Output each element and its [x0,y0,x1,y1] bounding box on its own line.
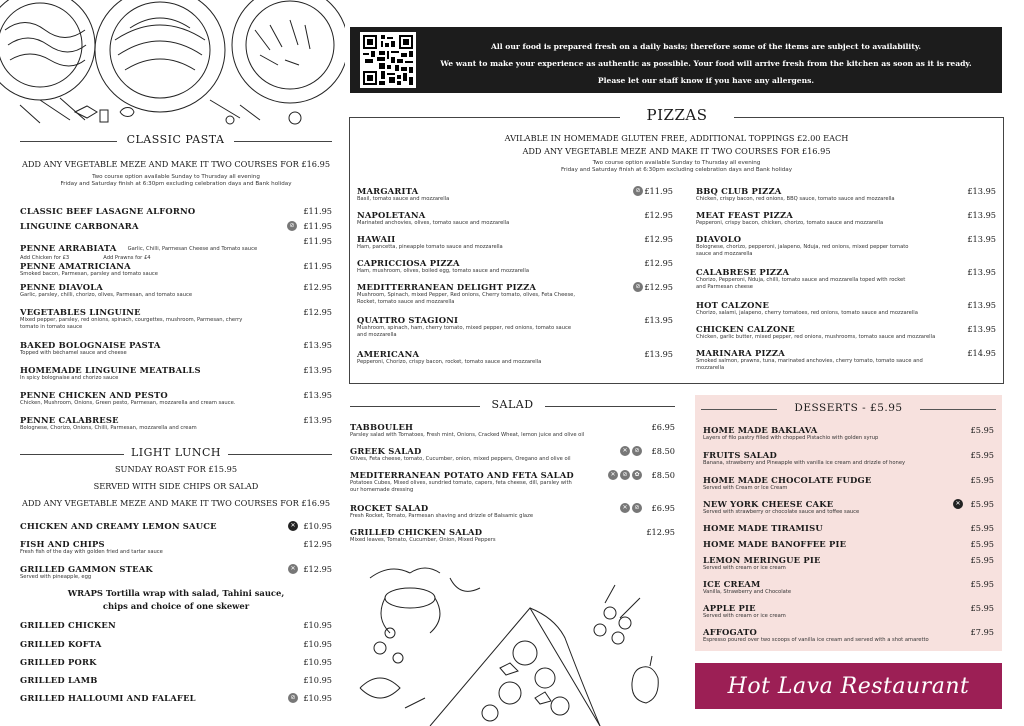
dessert-item: HOME MADE TIRAMISU £5.95 [703,523,994,533]
pasta-illustration [0,0,345,132]
gluten-free-icon: ⊘ [288,693,298,703]
dessert-item: LEMON MERINGUE PIE £5.95 Served with cream or ice cream [703,555,994,571]
dessert-item: HOME MADE CHOCOLATE FUDGE £5.95 Served with Cream or Ice Cream [703,475,994,491]
pasta-note-1: Two course option available Sunday to Thursday all evening [92,174,260,180]
pizza-item: DIAVOLO £13.95 Bolognese, chorizo, pepperoni, jalapeno, Nduja, red onions, mixed pepper tomato sauce and mozzarella [696,234,996,257]
wraps-heading-1: WRAPS Tortilla wrap with salad, Tahini sauce, [67,588,285,598]
pasta-item: PENNE CHICKEN AND PESTO £13.95 Chicken, Mushroom, Onions, Green pesto, Parmesan, mozzarella and cream sauce. [20,390,332,406]
salad-item: ROCKET SALAD ✕ ⊘ £6.95 Fresh Rocket, Tomato, Parmesan shaving and drizzle of Balsamic glaze [350,503,675,519]
dairy-free-icon: ✕ [953,499,963,509]
pasta-item: PENNE ARRABIATA Garlic, Chilli, Parmesan Cheese and Tomato sauce £11.95 Add Chicken for £3 Add Prawns for £4 [20,236,332,261]
pizza-note-2: Friday and Saturday finish at 6:30pm excluding celebration days and Bank holiday [560,167,793,173]
notice-line-3: Please let our staff know if you have any allergens. [597,76,815,85]
salad-item: GREEK SALAD ✕ ⊘ £8.50 Olives, Feta cheese, tomato, Cucumber, onion, mixed peppers, Oregano and olive oil [350,446,675,462]
gluten-free-icon: ⊘ [632,503,642,513]
pizza-item: HAWAII £12.95 Ham, pancetta, pineapple tomato sauce and mozzarella [357,234,673,250]
pasta-section [20,133,332,438]
wrap-item: GRILLED KOFTA £10.95 [20,639,332,649]
pizza-item: MARGARITA ⊘ £11.95 Basil, tomato sauce and mozzarella [357,186,673,202]
dessert-item: HOME MADE BANOFFEE PIE £5.95 [703,539,994,549]
notice-line-1: All our food is prepared fresh on a daily basis; therefore some of the items are subject to availability. [490,42,922,51]
dessert-item: NEW YORK CHEESE CAKE ✕ £5.95 Served with strawberry or chocolate sauce and toffee sauce [703,499,994,515]
pizza-item: MARINARA PIZZA £14.95 Smoked salmon, prawns, tuna, marinated anchovies, cherry tomato, tomato sauce and mozzarella [696,348,996,371]
wrap-item: GRILLED HALLOUMI AND FALAFEL ⊘ £10.95 [20,693,332,703]
pizza-item: CHICKEN CALZONE £13.95 Chicken, garlic butter, mixed pepper, red onions, mushrooms, tomato sauce and mozzarella [696,324,996,340]
pizza-illustration [350,558,675,726]
gluten-free-icon: ⊘ [633,282,643,292]
dessert-item: ICE CREAM £5.95 Vanilla, Strawberry and Chocolate [703,579,994,595]
pizza-item: HOT CALZONE £13.95 Chorizo, salami, jalapeno, cherry tomatoes, red onions, tomato sauce and mozzarella [696,300,996,316]
pasta-item: PENNE DIAVOLA £12.95 Garlic, parsley, chilli, chorizo, olives, Parmesan, and tomato sauce [20,282,332,298]
dessert-item: HOME MADE BAKLAVA £5.95 Layers of filo pastry filled with chopped Pistachio with golden syrup [703,425,994,441]
salad-title: SALAD [491,398,534,411]
pizza-box [349,106,1004,384]
dairy-free-icon: ✕ [620,503,630,513]
desserts-panel [695,395,1002,651]
pasta-item: BAKED BOLOGNAISE PASTA £13.95 Topped with béchamel sauce and cheese [20,340,332,356]
lunch-item: CHICKEN AND CREAMY LEMON SAUCE ✕ £10.95 [20,521,332,531]
lunch-item: GRILLED GAMMON STEAK ✕ £12.95 Served with pineapple, egg [20,564,332,580]
dairy-free-icon: ✕ [608,470,618,480]
pasta-item: LINGUINE CARBONARA ⊘ £11.95 [20,221,332,231]
pizza-item: CALABRESE PIZZA £13.95 Chorizo, Pepperoni, Nduja, chilli, tomato sauce and mozzarella toped with rocket and Parmesan cheese [696,267,996,290]
pizza-item: MEDITTERRANEAN DELIGHT PIZZA ⊘ £12.95 Mushroom, Spinach, mixed Pepper, Red onions, Cherry tomato, olives, Feta Cheese, Rocket, tomato sauce and mozzarella [357,282,673,305]
pasta-item: PENNE CALABRESE £13.95 Bolognese, Chorizo, Onions, Chilli, Parmesan, mozzarella and cream [20,415,332,431]
dairy-free-icon: ✕ [288,521,298,531]
notice-line-2: We want to make your experience as authentic as possible. Your food will arrive fresh from the kitchen as soon as it is ready. [440,59,972,68]
pizza-left-col [357,186,673,376]
brand-name: Hot Lava Restaurant [727,673,970,699]
lunch-item: FISH AND CHIPS £12.95 Fresh fish of the day with golden fried and tartar sauce [20,539,332,555]
pizza-right-col [696,186,996,381]
lunch-promo: ADD ANY VEGETABLE MEZE AND MAKE IT TWO COURSES FOR £16.95 [21,498,331,508]
notice-panel [350,27,1002,93]
brand-banner [695,663,1002,709]
wrap-item: GRILLED PORK £10.95 [20,657,332,667]
pasta-item: PENNE AMATRICIANA £11.95 Smoked bacon, Parmesan, parsley and tomato sauce [20,261,332,277]
pizza-item: MEAT FEAST PIZZA £13.95 Pepperoni, crispy bacon, chicken, chorizo, tomato sauce and mozzarella [696,210,996,226]
gluten-free-icon: ⊘ [632,446,642,456]
wraps-heading-2: chips and choice of one skewer [102,601,250,611]
pizza-item: QUATTRO STAGIONI £13.95 Mushroom, spinach, ham, cherry tomato, mixed pepper, red onions, tomato sauce and mozzarella [357,315,673,338]
desserts-title: DESSERTS - £5.95 [794,402,903,414]
pizza-title: PIZZAS [646,106,708,124]
dessert-item: FRUITS SALAD £5.95 Banana, strawberry and Pineapple with vanilla ice cream and drizzle of honey [703,450,994,466]
lunch-sub-1: SUNDAY ROAST FOR £15.95 [114,464,238,474]
vegan-icon: ✿ [632,470,642,480]
wrap-item: GRILLED LAMB £10.95 [20,675,332,685]
lunch-title: LIGHT LUNCH [131,446,221,459]
salad-section [350,398,675,553]
pizza-item: AMERICANA £13.95 Pepperoni, Chorizo, crispy bacon, rocket, tomato sauce and mozzarella [357,349,673,365]
gluten-free-icon: ⊘ [287,221,297,231]
pasta-item: VEGETABLES LINGUINE £12.95 Mixed pepper, parsley, red onions, spinach, courgettes, mushroom, Parmesan, cherry tomato in tomato sauce [20,307,332,330]
dessert-item: APPLE PIE £5.95 Served with cream or ice cream [703,603,994,619]
pasta-item: HOMEMADE LINGUINE MEATBALLS £13.95 In spicy bolognaise and chorizo sauce [20,365,332,381]
pizza-note-1: Two course option available Sunday to Thursday all evening [592,160,761,166]
wrap-item: GRILLED CHICKEN £10.95 [20,620,332,630]
pasta-promo: ADD ANY VEGETABLE MEZE AND MAKE IT TWO COURSES FOR £16.95 [21,159,331,169]
pizza-item: NAPOLETANA £12.95 Marinated anchovies, olives, tomato sauce and mozzarella [357,210,673,226]
lunch-section [20,446,332,711]
dairy-free-icon: ✕ [620,446,630,456]
pasta-item: CLASSIC BEEF LASAGNE ALFORNO £11.95 [20,206,332,216]
gluten-free-icon: ⊘ [633,186,643,196]
lunch-sub-2: SERVED WITH SIDE CHIPS OR SALAD [93,481,259,491]
dairy-free-icon: ✕ [288,564,298,574]
pizza-item: CAPRICCIOSA PIZZA £12.95 Ham, mushroom, olives, boiled egg, tomato sauce and mozzarella [357,258,673,274]
salad-item: GRILLED CHICKEN SALAD £12.95 Mixed leaves, Tomato, Cucumber, Onion, Mixed Peppers [350,527,675,543]
salad-item: MEDITERRANEAN POTATO AND FETA SALAD ✕ ⊘ ✿ £8.50 Potatoes Cubes, Mixed olives, sundried tomato, capers, feta cheese, dill, parsley with our homemade dressing [350,470,675,493]
pasta-title: CLASSIC PASTA [126,133,225,146]
dessert-item: AFFOGATO £7.95 Espresso poured over two scoops of vanilla ice cream and served with a shot amaretto [703,627,994,643]
gluten-free-icon: ⊘ [620,470,630,480]
pizza-promo-1: AVILABLE IN HOMEMADE GLUTEN FREE, ADDITIONAL TOPPINGS £2.00 EACH [504,133,849,143]
pizza-promo-2: ADD ANY VEGETABLE MEZE AND MAKE IT TWO COURSES FOR £16.95 [522,146,831,156]
qr-code[interactable] [360,32,416,88]
salad-item: TABBOULEH £6.95 Parsley salad with Tomatoes, Fresh mint, Onions, Cracked Wheat, lemon juice and olive oil [350,422,675,438]
pizza-item: BBQ CLUB PIZZA £13.95 Chicken, crispy bacon, red onions, BBQ sauce, tomato sauce and mozzarella [696,186,996,202]
pasta-note-2: Friday and Saturday finish at 6:30pm excluding celebration days and Bank holiday [60,181,292,187]
